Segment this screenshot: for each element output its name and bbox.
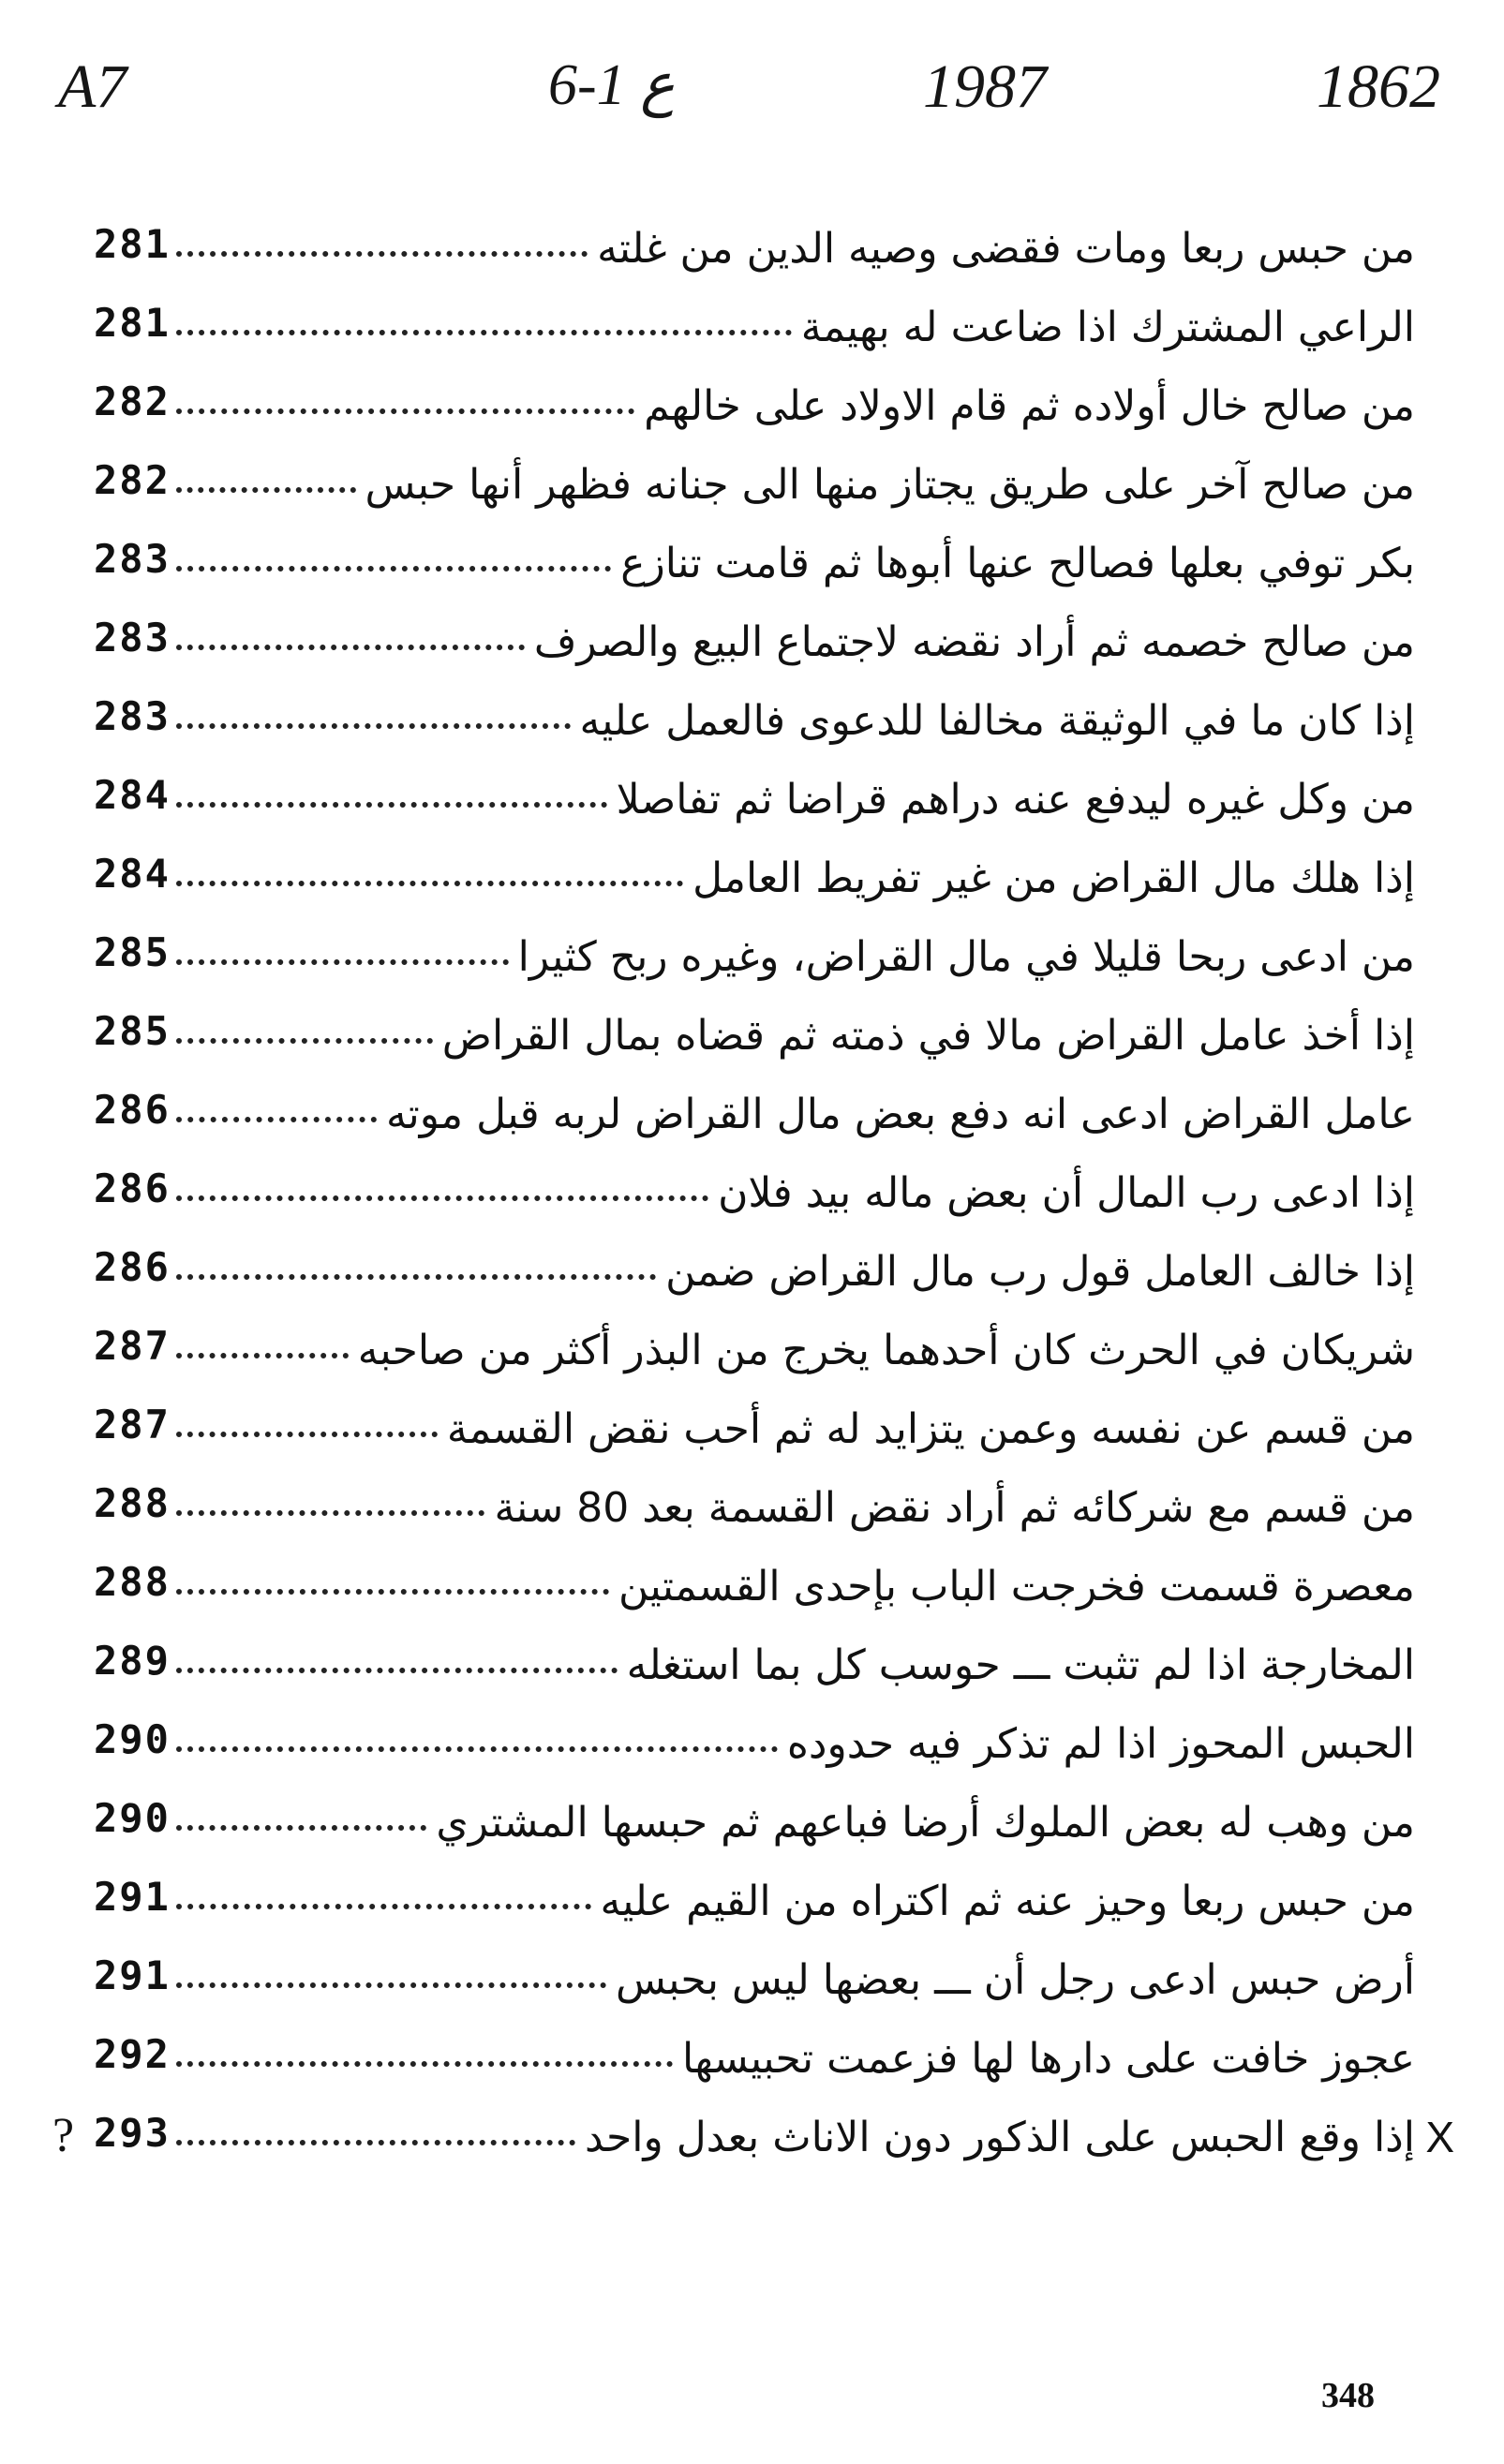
- toc-entry-page-number: 288: [94, 1480, 171, 1526]
- dot-leader: [176, 1982, 606, 1988]
- toc-entry-page-number: 285: [94, 929, 171, 975]
- dot-leader: [176, 881, 683, 886]
- dot-leader: [176, 2061, 673, 2067]
- toc-entry: [94, 1062, 1415, 1141]
- toc-entry: [94, 1613, 1415, 1692]
- dot-leader: [176, 1117, 377, 1122]
- toc-entry: [94, 1299, 1415, 1377]
- toc-entry-page-number: 286: [94, 1165, 171, 1211]
- toc-entry: [52, 2085, 1454, 2164]
- toc-entry: [94, 1220, 1415, 1299]
- toc-entry: [94, 826, 1415, 905]
- toc-entry: [94, 1692, 1415, 1771]
- toc-entry-title: من صالح خال أولاده ثم قام الاولاد على خالهم: [644, 381, 1415, 430]
- dot-leader: [176, 723, 571, 729]
- toc-entry-page-number: 282: [94, 379, 171, 424]
- toc-entry-title: إذا وقع الحبس على الذكور دون الاناث بعدل واحد: [584, 2113, 1415, 2161]
- toc-entry-title: من قسم مع شركائه ثم أراد نقض القسمة بعد 80 سنة: [494, 1483, 1415, 1532]
- toc-entry-page-number: 283: [94, 693, 171, 739]
- toc-entry: [94, 2007, 1415, 2085]
- toc-entry-page-number: 283: [94, 615, 171, 661]
- toc-entry: [94, 433, 1415, 512]
- toc-entry-page-number: 290: [94, 1716, 171, 1762]
- toc-entry-page-number: 281: [94, 300, 171, 346]
- toc-entry-page-number: 286: [94, 1087, 171, 1133]
- toc-entry-title: شريكان في الحرث كان أحدهما يخرج من البذر أكثر من صاحبه: [357, 1326, 1415, 1374]
- dot-leader: [176, 1746, 778, 1752]
- toc-entry: [94, 1141, 1415, 1220]
- toc-entry-title: إذا ادعى رب المال أن بعض ماله بيد فلان: [718, 1168, 1415, 1217]
- handwritten-query-mark: ?: [52, 2109, 75, 2162]
- dot-leader: [176, 330, 792, 335]
- handwritten-note-volume: 6-1 ع: [548, 53, 676, 117]
- toc-entry-page-number: 282: [94, 457, 171, 503]
- toc-entry-title: معصرة قسمت فخرجت الباب بإحدى القسمتين: [618, 1562, 1415, 1611]
- dot-leader: [176, 1274, 656, 1280]
- toc-entry-title: من وهب له بعض الملوك أرضا فباعهم ثم حبسها المشتري: [436, 1798, 1415, 1847]
- dot-leader: [176, 1589, 609, 1595]
- toc-entry: [94, 1849, 1415, 1928]
- toc-entry-page-number: 283: [94, 536, 171, 582]
- toc-entry-title: عامل القراض ادعى انه دفع بعض مال القراض لربه قبل موته: [385, 1090, 1415, 1138]
- toc-entry: [94, 748, 1415, 826]
- toc-entry-page-number: 291: [94, 1874, 171, 1920]
- toc-entry-title: من قسم عن نفسه وعمن يتزايد له ثم أحب نقض القسمة: [446, 1404, 1415, 1453]
- toc-entry-page-number: 291: [94, 1952, 171, 1998]
- dot-leader: [176, 1038, 433, 1044]
- toc-entry-title: من صالح خصمه ثم أراد نقضه لاجتماع البيع والصرف: [533, 617, 1415, 666]
- table-of-contents: [52, 197, 1454, 2164]
- handwritten-note-a7: A7: [58, 52, 127, 121]
- dot-leader: [176, 487, 356, 493]
- handwritten-x-mark: X: [1425, 2113, 1454, 2161]
- toc-entry: [94, 197, 1415, 275]
- toc-entry: [94, 354, 1415, 433]
- toc-entry: [94, 1771, 1415, 1849]
- toc-entry-page-number: 285: [94, 1008, 171, 1054]
- dot-leader: [176, 1510, 485, 1516]
- handwritten-note-year-1987: 1987: [923, 52, 1047, 121]
- toc-entry-page-number: 292: [94, 2031, 171, 2077]
- toc-entry-page-number: 284: [94, 851, 171, 897]
- toc-entry-title: من حبس ربعا وحيز عنه ثم اكتراه من القيم عليه: [600, 1877, 1415, 1925]
- toc-entry-title: من حبس ربعا ومات فقضى وصيه الدين من غلته: [597, 224, 1415, 273]
- toc-entry: [94, 669, 1415, 748]
- toc-entry-page-number: 286: [94, 1244, 171, 1290]
- dot-leader: [176, 1353, 349, 1358]
- handwritten-note-1862: 1862: [1317, 52, 1440, 121]
- dot-leader: [176, 1195, 708, 1201]
- toc-entry-page-number: 281: [94, 221, 171, 267]
- toc-entry: [94, 1535, 1415, 1613]
- toc-entry-page-number: 288: [94, 1559, 171, 1605]
- toc-entry-title: عجوز خافت على دارها لها فزعمت تحبيسها: [681, 2034, 1415, 2083]
- dot-leader: [176, 802, 607, 808]
- dot-leader: [176, 566, 611, 571]
- dot-leader: [176, 1668, 618, 1673]
- dot-leader: [176, 1904, 591, 1909]
- toc-entry: [94, 1377, 1415, 1456]
- toc-entry-title: إذا خالف العامل قول رب مال القراض ضمن: [665, 1247, 1415, 1296]
- toc-entry-title: الراعي المشترك اذا ضاعت له بهيمة: [800, 303, 1415, 351]
- toc-entry-title: الحبس المحوز اذا لم تذكر فيه حدوده: [786, 1719, 1415, 1768]
- toc-entry-title: أرض حبس ادعى رجل أن ـــ بعضها ليس بحبس: [616, 1955, 1415, 2004]
- toc-entry-page-number: 287: [94, 1323, 171, 1369]
- toc-entry-page-number: 289: [94, 1638, 171, 1684]
- dot-leader: [176, 1432, 438, 1437]
- dot-leader: [176, 645, 525, 650]
- toc-entry-title: إذا كان ما في الوثيقة مخالفا للدعوى فالعمل عليه: [579, 696, 1415, 745]
- toc-entry-page-number: 284: [94, 772, 171, 818]
- toc-entry-title: المخارجة اذا لم تثبت ـــ حوسب كل بما استغله: [626, 1640, 1415, 1689]
- toc-entry-title: بكر توفي بعلها فصالح عنها أبوها ثم قامت تنازع: [620, 539, 1415, 587]
- toc-entry-page-number: 287: [94, 1402, 171, 1447]
- toc-entry: [94, 905, 1415, 984]
- dot-leader: [176, 408, 634, 414]
- toc-entry-title: إذا أخذ عامل القراض مالا في ذمته ثم قضاه بمال القراض: [441, 1011, 1415, 1060]
- toc-entry-page-number: 290: [94, 1795, 171, 1841]
- toc-entry: [94, 1456, 1415, 1535]
- toc-entry: [94, 512, 1415, 590]
- dot-leader: [176, 2140, 575, 2145]
- toc-entry: [94, 275, 1415, 354]
- toc-entry-title: من صالح آخر على طريق يجتاز منها الى جنانه فظهر أنها حبس: [365, 460, 1415, 509]
- dot-leader: [176, 1825, 427, 1831]
- toc-entry-title: من وكل غيره ليدفع عنه دراهم قراضا ثم تفاصلا: [616, 775, 1415, 824]
- toc-entry-title: من ادعى ربحا قليلا في مال القراض، وغيره ربح كثيرا: [517, 932, 1415, 981]
- page-number: 348: [1321, 2376, 1375, 2415]
- toc-entry-page-number: 293: [94, 2110, 171, 2156]
- toc-entry-title: إذا هلك مال القراض من غير تفريط العامل: [692, 853, 1415, 902]
- toc-entry: [94, 590, 1415, 669]
- dot-leader: [176, 959, 509, 965]
- toc-entry: [94, 1928, 1415, 2007]
- dot-leader: [176, 251, 588, 257]
- toc-entry: [94, 984, 1415, 1062]
